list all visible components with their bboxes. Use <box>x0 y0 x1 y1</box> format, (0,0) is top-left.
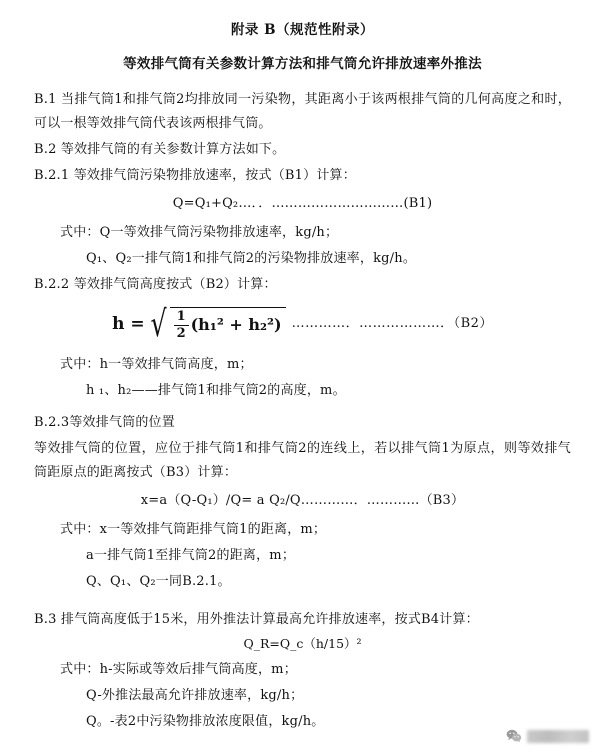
formula-b1-expression: Q=Q₁+Q₂ <box>172 196 239 212</box>
paragraph-b23-where-3: Q、Q₁、Q₂一同B.2.1。 <box>86 574 231 590</box>
paragraph-b21-where-1: 式中：Q一等效排气筒污染物排放速率，kg/h； <box>60 224 339 240</box>
formula-b3-expression: x=a（Q-Q₁）/Q= a Q₂/Q <box>140 493 301 509</box>
wechat-watermark <box>506 729 589 743</box>
formula-b2-radicand: (h₁² + h₂²) <box>190 315 282 335</box>
document-title: 等效排气筒有关参数计算方法和排气筒允许排放速率外推法 <box>123 56 482 72</box>
formula-b2 <box>34 304 571 346</box>
formula-b4 <box>34 634 571 652</box>
paragraph-b21: B.2.1 等效排气筒污染物排放速率，按式（B1）计算： <box>34 168 356 184</box>
wechat-account-name <box>527 730 589 743</box>
square-root-icon: √ $\frac{1}{2}$ (h₁² + h₂²) <box>147 307 286 341</box>
wechat-icon <box>506 729 522 743</box>
paragraph-b2: B.2 等效排气筒的有关参数计算方法如下。 <box>34 142 286 158</box>
paragraph-b3-where-1: 式中：h-实际或等效后排气筒高度，m； <box>60 662 297 678</box>
formula-b2-fraction: $\frac{1}{2}$ <box>174 310 189 340</box>
formula-b3-number: …………．…………（B3） <box>300 493 465 509</box>
paragraph-b3: B.3 排气筒高度低于15米，用外推法计算最高允许排放速率，按式B4计算： <box>34 612 479 628</box>
paragraph-b23-where-1: 式中：x一等效排气筒距排气筒1的距离，m； <box>60 521 327 537</box>
formula-b2-number: …………．………………．（B2） <box>291 315 493 331</box>
formula-b4-expression: Q_R=Q_c（h/15）² <box>243 636 362 652</box>
paragraph-b22-where-2: h ₁、h₂——排气筒1和排气筒2的高度，m。 <box>86 383 346 399</box>
formula-b1 <box>34 192 571 217</box>
paragraph-b1: B.1 当排气筒1和排气筒2均排放同一污染物，其距离小于该两根排气筒的几何高度之和时，可以一根等效排气筒代表该两根排气筒。 <box>34 92 571 132</box>
paragraph-b23: B.2.3等效排气筒的位置 <box>34 415 175 431</box>
formula-b2-lhs: h = <box>112 313 145 334</box>
formula-b1-number: …．．…………………………(B1) <box>238 196 433 212</box>
paragraph-b23-where-2: a一排气筒1至排气筒2的距离，m； <box>86 547 296 563</box>
paragraph-b3-where-2: Q-外推法最高允许排放速率，kg/h； <box>86 688 304 704</box>
appendix-title: 附录 B（规范性附录） <box>230 22 375 38</box>
paragraph-b22: B.2.2 等效排气筒高度按式（B2）计算： <box>34 276 277 292</box>
formula-b3 <box>34 489 571 514</box>
paragraph-b3-where-3: Q。-表2中污染物排放浓度限值，kg/h。 <box>86 714 325 730</box>
paragraph-b23-body: 等效排气筒的位置，应位于排气筒1和排气筒2的连线上，若以排气筒1为原点，则等效排气筒距原点的距离按式（B3）计算： <box>34 441 571 481</box>
paragraph-b22-where-1: 式中：h一等效排气筒高度，m； <box>60 357 253 373</box>
paragraph-b21-where-2: Q₁、Q₂一排气筒1和排气筒2的污染物排放速率，kg/h。 <box>86 250 417 266</box>
